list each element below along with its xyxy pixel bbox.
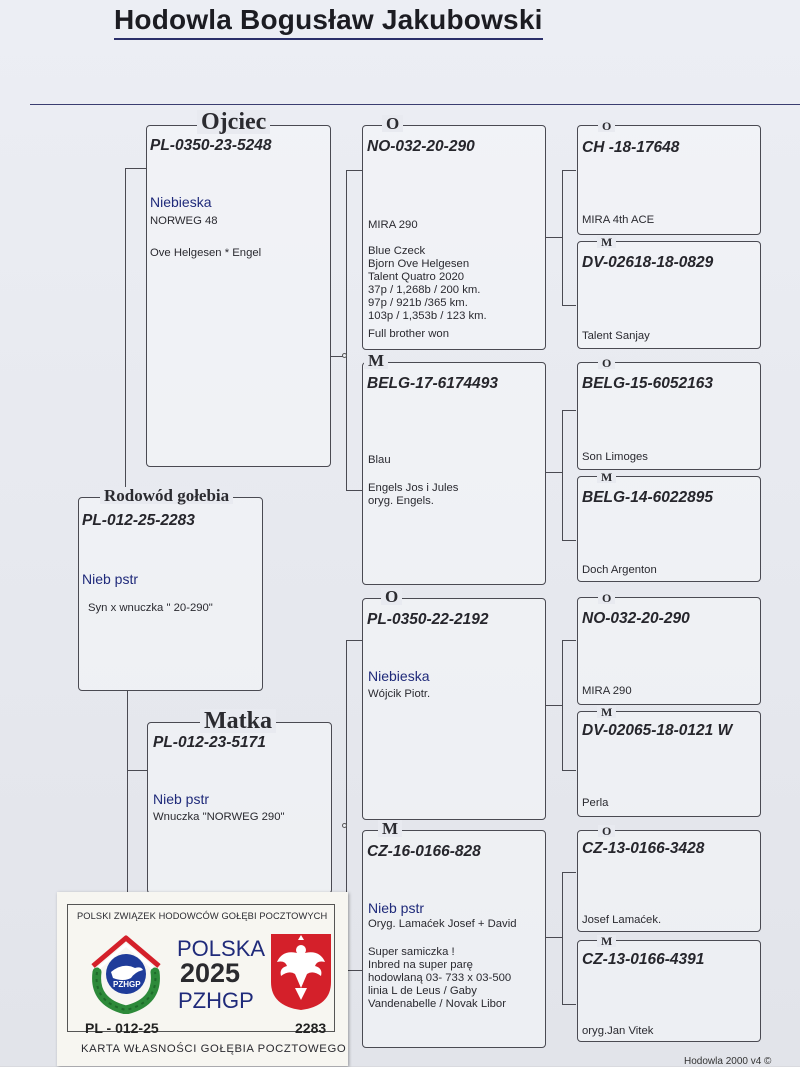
connector-mother <box>127 690 128 900</box>
gg8-ring: CZ-13-0166-4391 <box>582 951 705 968</box>
mf-ring: PL-0350-22-2192 <box>367 611 489 628</box>
mf-box <box>362 598 546 820</box>
gg8-header: M <box>597 935 616 947</box>
ff-line-9: Full brother won <box>368 328 449 340</box>
connector-gg4-in <box>546 937 562 938</box>
connector-gg2-a <box>562 410 576 411</box>
father-line-2: Ove Helgesen * Engel <box>150 247 262 259</box>
connector-mm <box>346 970 362 971</box>
mm-line-4: Inbred na super parę <box>368 959 473 971</box>
mm-line-7: Vandenabelle / Novak Libor <box>368 998 506 1010</box>
mm-line-6: linia L de Leus / Gaby <box>368 985 477 997</box>
gg6-header: M <box>597 706 616 718</box>
gg2-ring: DV-02618-18-0829 <box>582 254 714 271</box>
gg2-line: Talent Sanjay <box>582 330 650 342</box>
ff-line-4: Bjorn Ove Helgesen <box>368 258 470 270</box>
mm-ring: CZ-16-0166-828 <box>367 843 481 860</box>
father-color: Niebieska <box>150 194 212 210</box>
connector-gg4 <box>562 872 563 1004</box>
card-year: 2025 <box>180 958 241 988</box>
pigeon-note: Syn x wnuczka " 20-290" <box>88 602 213 614</box>
gg2-header: M <box>597 236 616 248</box>
mother-color: Nieb pstr <box>153 791 210 807</box>
junction-dot <box>342 823 347 828</box>
fm-header: M <box>364 352 388 369</box>
connector-gg1-a <box>562 170 576 171</box>
mm-line-1: Oryg. Lamaćek Josef + David <box>368 918 517 930</box>
logo-text: PZHGP <box>113 980 141 989</box>
junction-dot <box>342 353 347 358</box>
gg4-ring: BELG-14-6022895 <box>582 489 713 506</box>
mother-line-1: Wnuczka "NORWEG 290" <box>153 811 285 823</box>
mm-line-3: Super samiczka ! <box>368 946 455 958</box>
gg7-line: Josef Lamaćek. <box>582 914 662 926</box>
father-line-1: NORWEG 48 <box>150 215 218 227</box>
connector-gg3-b <box>562 770 576 771</box>
pigeon-header: Rodowód gołebia <box>100 487 233 504</box>
ff-line-7: 97p / 921b /365 km. <box>368 297 468 309</box>
gg3-line: Son Limoges <box>582 451 648 463</box>
gg4-line: Doch Argenton <box>582 564 657 576</box>
connector-gg1-in <box>546 237 562 238</box>
gg1-ring: CH -18-17648 <box>582 139 680 156</box>
pzhgp-logo-icon <box>83 932 169 1014</box>
connector-father-gp <box>346 170 347 490</box>
title-divider <box>30 104 800 105</box>
gg6-ring: DV-02065-18-0121 W <box>582 722 733 739</box>
connector-gg3 <box>562 640 563 770</box>
connector-gg2 <box>562 410 563 540</box>
mf-color: Niebieska <box>368 668 430 684</box>
mother-header: Matka <box>200 709 276 733</box>
connector-gg3-a <box>562 640 576 641</box>
gg8-line: oryg.Jan Vitek <box>582 1025 654 1037</box>
fm-line-1: Blau <box>368 454 391 466</box>
connector-fm <box>346 490 362 491</box>
card-serial: 2283 <box>295 1020 327 1036</box>
mf-line-1: Wójcik Piotr. <box>368 688 431 700</box>
connector-gg2-b <box>562 540 576 541</box>
ff-line-8: 103p / 1,353b / 123 km. <box>368 310 487 322</box>
mm-line-5: hodowlaną 03- 733 x 03-500 <box>368 972 512 984</box>
connector-gg3-in <box>546 705 562 706</box>
mf-header: O <box>381 588 402 605</box>
card-org: PZHGP <box>178 988 254 1013</box>
father-box <box>146 125 331 467</box>
gg5-line: MIRA 290 <box>582 685 632 697</box>
mm-header: M <box>378 820 402 837</box>
connector-mf <box>346 640 362 641</box>
gg3-ring: BELG-15-6052163 <box>582 375 713 392</box>
mother-ring: PL-012-23-5171 <box>153 734 266 751</box>
ff-header: O <box>382 115 403 132</box>
fm-line-3: Engels Jos i Jules <box>368 482 459 494</box>
card-ring-number: PL - 012-25 <box>85 1020 159 1036</box>
connector-gg4-a <box>562 872 576 873</box>
gg1-header: O <box>598 120 615 132</box>
page-title: Hodowla Bogusław Jakubowski <box>114 4 543 40</box>
fm-ring: BELG-17-6174493 <box>367 375 498 392</box>
mm-box <box>362 830 546 1048</box>
pigeon-color: Nieb pstr <box>82 571 139 587</box>
gg4-header: M <box>597 471 616 483</box>
father-header: Ojciec <box>197 110 270 134</box>
polish-eagle-emblem-icon <box>269 932 333 1012</box>
ownership-card <box>57 892 348 1066</box>
pigeon-ring: PL-012-25-2283 <box>82 512 195 529</box>
father-ring: PL-0350-23-5248 <box>150 137 272 154</box>
connector-father <box>125 168 126 496</box>
ff-line-5: Talent Quatro 2020 <box>368 271 465 283</box>
ff-line-1: MIRA 290 <box>368 219 418 231</box>
gg7-ring: CZ-13-0166-3428 <box>582 840 705 857</box>
card-country: POLSKA <box>177 936 266 961</box>
gg5-header: O <box>598 592 615 604</box>
gg1-line: MIRA 4th ACE <box>582 214 655 226</box>
connector-gg2-in <box>546 472 562 473</box>
ff-line-6: 37p / 1,268b / 200 km. <box>368 284 481 296</box>
fm-box <box>362 362 546 585</box>
gg6-line: Perla <box>582 797 609 809</box>
connector-gg4-b <box>562 1004 576 1005</box>
card-footer: KARTA WŁASNOŚCI GOŁĘBIA POCZTOWEGO <box>81 1043 347 1055</box>
ff-line-3: Blue Czeck <box>368 245 426 257</box>
connector-gg1-b <box>562 305 576 306</box>
ff-ring: NO-032-20-290 <box>367 138 475 155</box>
gg5-ring: NO-032-20-290 <box>582 610 690 627</box>
connector-gg1 <box>562 170 563 305</box>
card-heading: POLSKI ZWIĄZEK HODOWCÓW GOŁĘBI POCZTOWYCH <box>77 911 328 921</box>
fm-line-4: oryg. Engels. <box>368 495 434 507</box>
gg7-header: O <box>598 825 615 837</box>
gg3-header: O <box>598 357 615 369</box>
software-credit: Hodowla 2000 v4 © <box>684 1056 772 1067</box>
connector-mother-h <box>127 770 147 771</box>
connector-father-h <box>125 168 147 169</box>
connector-ff <box>346 170 362 171</box>
mm-color: Nieb pstr <box>368 900 425 916</box>
